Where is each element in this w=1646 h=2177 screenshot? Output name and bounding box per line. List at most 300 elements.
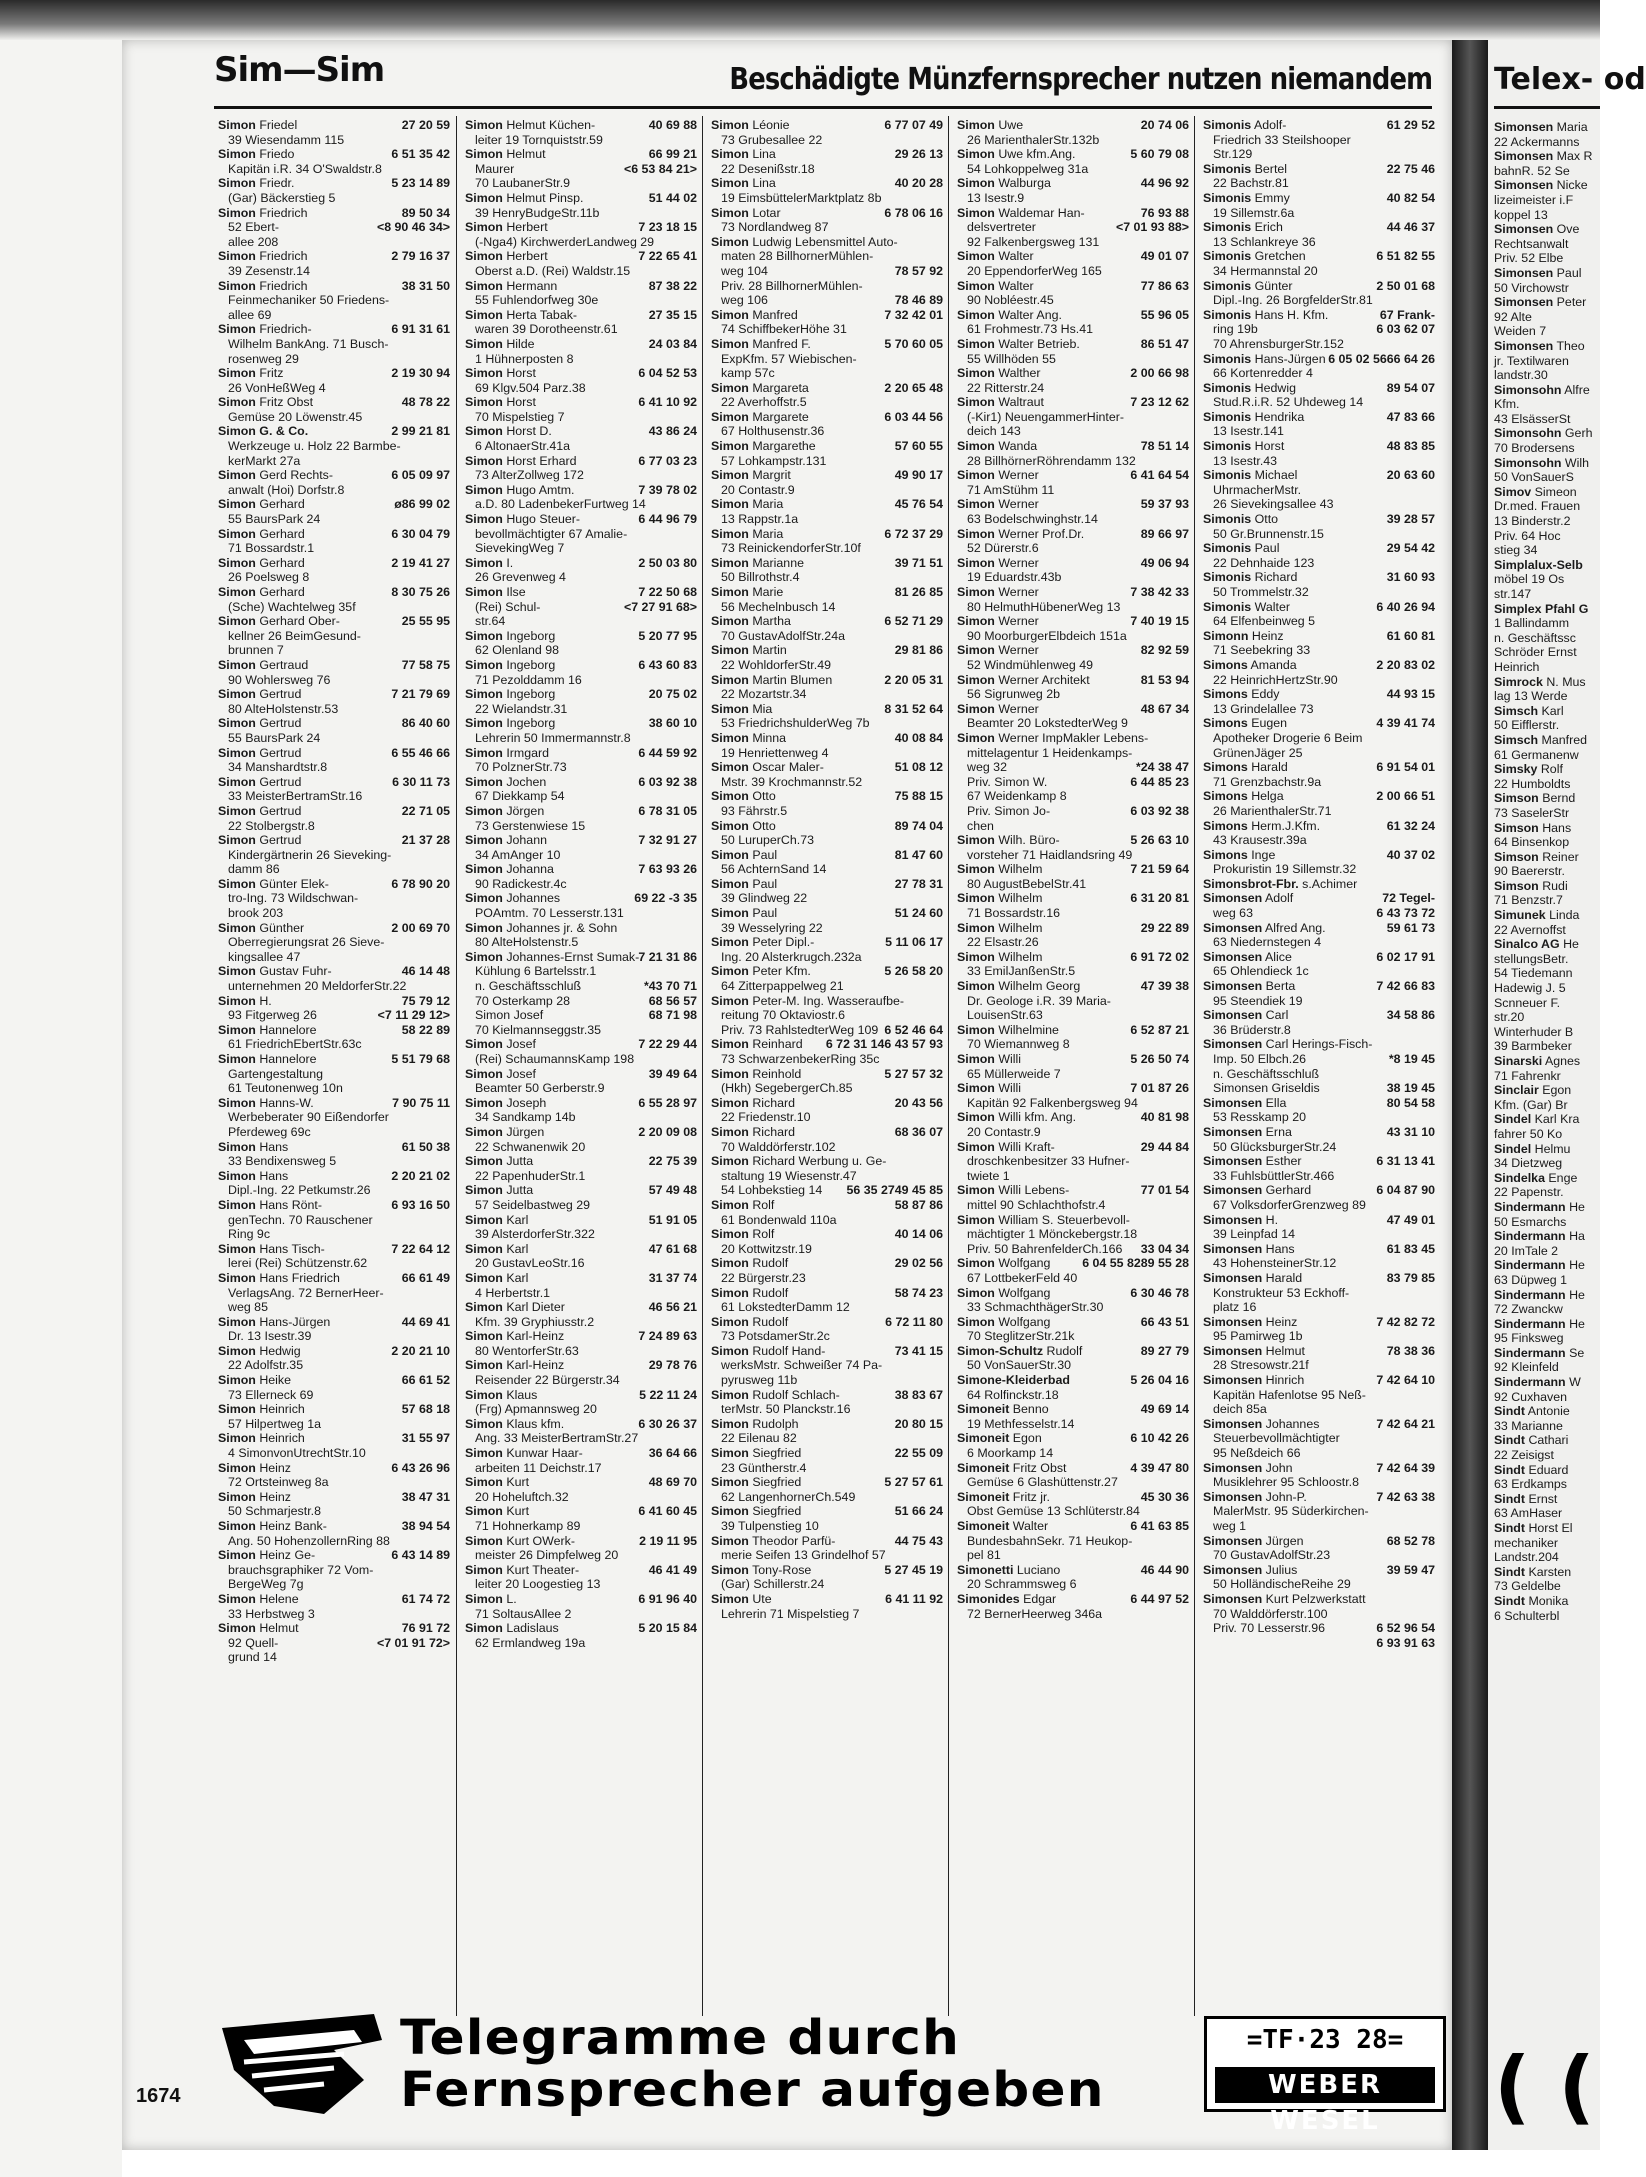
adjacent-entry [1494, 251, 1624, 266]
entry-surname: Simon [218, 774, 256, 789]
entry-details: 22 Elsastr.26 [967, 935, 1039, 950]
entry-details: Pferdeweg 69c [228, 1124, 311, 1139]
adjacent-entry [1494, 310, 1624, 325]
entry-phone-number: 2 19 11 95 [639, 1533, 697, 1548]
entry-details: Wilhelm Georg [998, 979, 1081, 994]
entry-details: anwalt (Hoi) Dorfstr.8 [228, 482, 345, 497]
entry-details: 72 Ortsteinweg 8a [228, 1475, 329, 1490]
entry-details: a.D. 80 LadenbekerFurtweg 14 [475, 497, 646, 512]
directory-entry [218, 235, 450, 250]
adjacent-entry-details: Scnneuer F. [1494, 995, 1561, 1010]
entry-phone-number: 5 27 45 19 [884, 1562, 943, 1577]
entry-details: Horst Erhard [506, 453, 577, 468]
entry-surname: Simon [711, 147, 749, 162]
directory-entry [957, 541, 1189, 556]
directory-entry [218, 964, 450, 979]
directory-entry [957, 1227, 1189, 1242]
directory-entry [218, 950, 450, 965]
entry-surname: Simon [957, 949, 995, 964]
entry-phone-number: 7 22 65 41 [638, 249, 697, 264]
entry-phone-number: 72 Tegel- [1382, 891, 1435, 906]
entry-details: Gerhard Ober- [259, 614, 340, 629]
entry-details: Kurt Pelzwerkstatt [1265, 1591, 1366, 1606]
entry-details: Helmut [506, 147, 546, 162]
directory-entry [957, 614, 1189, 629]
entry-details: 22 Wielandstr.31 [475, 701, 568, 716]
adjacent-entry-details: Karl Kra [1534, 1112, 1580, 1127]
directory-entry [957, 1475, 1189, 1490]
entry-details: 22 Averhoffstr.5 [721, 395, 807, 410]
entry-details: Rudolf [752, 1256, 789, 1271]
entry-surname: Simon [465, 1183, 503, 1198]
directory-entry [218, 833, 450, 848]
directory-entry [1203, 789, 1435, 804]
entry-details: 56 AchternSand 14 [721, 862, 827, 877]
entry-details: Ang. 50 HohenzollernRing 88 [228, 1533, 390, 1548]
entry-phone-number: 20 74 06 [1140, 118, 1189, 132]
entry-surname: Simon [218, 1022, 256, 1037]
directory-entry [1203, 833, 1435, 848]
directory-entry [957, 964, 1189, 979]
directory-entry [1203, 410, 1435, 425]
adjacent-entry [1494, 966, 1624, 981]
directory-entry [218, 716, 450, 731]
entry-details: tro-Ing. 73 Wildschwan- [228, 891, 359, 906]
adjacent-entry-surname: Simson [1494, 849, 1539, 864]
adjacent-entry-details: W [1569, 1375, 1581, 1390]
adjacent-entry-surname: Simonsen [1494, 295, 1554, 310]
directory-entry [218, 439, 450, 454]
adjacent-entry-details: Karsten [1528, 1564, 1572, 1579]
entry-details: Priv. 28 BillhornerMühlen- [721, 278, 863, 293]
adjacent-entry-surname: Sindel [1494, 1112, 1532, 1127]
entry-surname: Simonetti [957, 1562, 1014, 1577]
entry-surname: Simon [218, 1052, 256, 1066]
directory-entry [957, 1431, 1189, 1446]
entry-surname: Simon [711, 1591, 749, 1606]
column-entry-list [703, 116, 949, 1621]
entry-details: Johannes [1265, 1416, 1320, 1431]
entry-details: Siegfried [752, 1446, 802, 1461]
directory-entry [1203, 1534, 1435, 1549]
adjacent-entry-details: Cathari [1528, 1433, 1569, 1448]
entry-surname: Simonsen [1203, 891, 1263, 906]
directory-entry [957, 1140, 1189, 1155]
entry-surname: Simon [218, 1548, 256, 1563]
entry-surname: Simonis [1203, 161, 1252, 176]
entry-phone-number: *8 19 45 [1388, 1052, 1435, 1066]
directory-column-1 [210, 116, 456, 2016]
entry-details: Ella [1265, 1095, 1287, 1110]
entry-surname: Simon [957, 1022, 995, 1037]
entry-phone-number: 31 37 74 [648, 1270, 697, 1285]
entry-phone-number: 57 68 18 [401, 1402, 450, 1417]
entry-phone-number: 20 63 60 [1386, 468, 1435, 483]
adjacent-entry-details: 73 SaselerStr [1494, 805, 1570, 820]
entry-details: 67 Weidenkamp 8 [967, 789, 1067, 804]
directory-entry [1203, 147, 1435, 162]
entry-details: Jürgen [506, 1124, 545, 1139]
entry-details: Werner [998, 643, 1039, 658]
directory-entry [465, 789, 697, 804]
entry-details: Rudolf [1046, 1343, 1083, 1358]
directory-entry [1203, 1213, 1435, 1228]
directory-entry [218, 483, 450, 498]
directory-entry [1203, 439, 1435, 454]
entry-surname: Simoneit [957, 1431, 1010, 1446]
entry-details: 19 Sillemstr.6a [1213, 205, 1295, 220]
entry-surname: Simon [711, 526, 749, 541]
directory-entry [711, 176, 943, 191]
entry-details: Ang. 33 MeisterBertramStr.27 [475, 1431, 639, 1446]
advertisement-banner [214, 2010, 1454, 2136]
directory-entry [711, 877, 943, 892]
directory-entry [711, 1504, 943, 1519]
entry-details: 54 Lohkoppelweg 31a [967, 161, 1089, 176]
entry-details: 70 GustavAdolfStr.24a [721, 628, 845, 643]
entry-phone-number: 29 44 84 [1140, 1139, 1189, 1154]
entry-details: 33 SchmachthägerStr.30 [967, 1300, 1104, 1315]
directory-entry [218, 1213, 450, 1228]
entry-details: Kapitän 92 Falkenbergsweg 94 [967, 1095, 1138, 1110]
entry-details: Maurer [475, 161, 515, 176]
entry-phone-number: 44 69 41 [401, 1314, 450, 1329]
entry-details: 50 VonSauerStr.30 [967, 1358, 1072, 1373]
directory-entry [218, 337, 450, 352]
entry-surname: Simon [218, 1460, 256, 1475]
entry-details: Hannelore [259, 1022, 317, 1037]
entry-phone-number: 47 39 38 [1140, 979, 1189, 994]
directory-entry [218, 1358, 450, 1373]
entry-details: 26 VonHeßWeg 4 [228, 380, 326, 395]
entry-details: 62 Ermlandweg 19a [475, 1635, 586, 1650]
entry-details: 50 Trommelstr.32 [1213, 585, 1309, 599]
directory-entry [465, 381, 697, 396]
adjacent-entry-details: Max R [1556, 149, 1593, 164]
directory-entry [465, 206, 697, 221]
entry-phone-number: 6 44 97 52 [1130, 1591, 1189, 1606]
directory-entry [711, 497, 943, 512]
adjacent-page-header: Telex- od [1494, 62, 1646, 97]
entry-phone-number: 56 35 27 [846, 1183, 895, 1198]
directory-entry [1203, 658, 1435, 673]
entry-details: Helga [1251, 789, 1284, 804]
directory-entry [465, 1621, 697, 1636]
entry-phone-number: 6 03 92 38 [1130, 803, 1189, 818]
entry-details: 80 AlteHolstenstr.5 [475, 935, 579, 950]
directory-entry [1203, 1096, 1435, 1111]
entry-details: Gartengestaltung [228, 1066, 324, 1081]
adjacent-entry [1494, 806, 1624, 821]
adjacent-entry [1494, 733, 1624, 748]
directory-entry [957, 279, 1189, 294]
entry-details: Heinrich [259, 1402, 305, 1417]
adjacent-entry-surname: Sinarski [1494, 1054, 1543, 1068]
entry-phone-number: 47 61 68 [648, 1241, 697, 1256]
entry-surname: Simon [957, 468, 995, 483]
entry-details: 70 PolznerStr.73 [475, 760, 567, 775]
directory-entry [711, 1198, 943, 1213]
directory-entry [465, 1344, 697, 1359]
entry-surname: Simonides [957, 1591, 1020, 1606]
entry-details: Hilde [506, 336, 535, 351]
entry-details: Margrit [752, 468, 791, 483]
entry-details: Gertrud [259, 716, 302, 731]
directory-entry [218, 1636, 450, 1651]
entry-phone-number: 29 81 86 [894, 643, 943, 658]
entry-details: Esther [1265, 1154, 1302, 1169]
entry-details: 52 Ebert- [228, 220, 279, 235]
directory-entry [465, 673, 697, 688]
directory-entry [218, 1402, 450, 1417]
entry-phone-number: 7 23 18 15 [638, 220, 697, 235]
entry-details: Uwe kfm.Ang. [998, 147, 1076, 162]
directory-entry [1203, 716, 1435, 731]
entry-phone-number: 6 40 26 94 [1376, 599, 1435, 614]
adjacent-entry [1494, 499, 1624, 514]
entry-details: John-P. [1265, 1489, 1307, 1504]
entry-surname: Simon [711, 234, 749, 249]
entry-surname: Simon [218, 1519, 256, 1533]
entry-surname: Simon [465, 891, 503, 906]
directory-entry [218, 1110, 450, 1125]
entry-surname: Simon [957, 147, 995, 162]
directory-entry [957, 1519, 1189, 1534]
directory-entry [218, 206, 450, 221]
entry-surname: Simon [218, 1168, 256, 1183]
entry-details: Heinz [1265, 1314, 1298, 1329]
directory-entry [957, 162, 1189, 177]
entry-surname: Simon [218, 1431, 256, 1446]
entry-details: pel 81 [967, 1548, 1001, 1563]
entry-surname: Simon [711, 1533, 749, 1548]
entry-details: 80 AugustBebelStr.41 [967, 876, 1087, 891]
directory-entry [711, 1271, 943, 1286]
directory-entry [711, 1169, 943, 1184]
directory-entry [1203, 1242, 1435, 1257]
directory-entry [218, 1271, 450, 1286]
directory-entry [957, 352, 1189, 367]
entry-details: Herbert [506, 249, 548, 264]
entry-phone-number: 6 91 72 02 [1130, 949, 1189, 964]
entry-phone-number: 22 75 39 [648, 1154, 697, 1169]
entry-surname: Simoneit [957, 1402, 1010, 1417]
directory-entry [465, 497, 697, 512]
entry-phone-number: 51 08 12 [894, 760, 943, 775]
directory-entry [218, 643, 450, 658]
directory-entry [957, 1052, 1189, 1067]
entry-phone-number: 6 30 46 78 [1130, 1285, 1189, 1300]
directory-entry [218, 1519, 450, 1534]
entry-surname: Simon [957, 701, 995, 716]
entry-surname: Simonis [1203, 512, 1252, 527]
entry-phone-number: 7 42 64 10 [1376, 1373, 1435, 1388]
header-rule [214, 106, 1432, 109]
adjacent-entry [1494, 1171, 1624, 1186]
entry-surname: Simon [711, 672, 749, 687]
entry-details: Hanns-W. [259, 1095, 314, 1110]
entry-details: Gerd Rechts- [259, 468, 334, 483]
entry-surname: Simonsen [1203, 1533, 1263, 1548]
directory-entry [711, 629, 943, 644]
entry-details: Fritz Obst [259, 395, 314, 410]
entry-details: Karl Dieter [506, 1300, 565, 1315]
adjacent-entry-details: 73 Geldelbe [1494, 1579, 1561, 1594]
directory-entry [1203, 570, 1435, 585]
directory-entry [465, 964, 697, 979]
entry-details: 19 EimsbüttelerMarktplatz 8b [721, 190, 882, 205]
directory-entry [957, 1110, 1189, 1125]
adjacent-entry-details: Priv. 52 Elbe [1494, 251, 1564, 266]
entry-phone-number: 6 31 13 41 [1376, 1154, 1435, 1169]
entry-details: Friedel [259, 118, 298, 132]
ad-headline: Telegramme durch [400, 2010, 960, 2066]
entry-surname: Simons [1203, 657, 1248, 672]
directory-entry [465, 1096, 697, 1111]
entry-details: Mia [752, 701, 773, 716]
directory-entry [711, 424, 943, 439]
entry-details: Ludwig Lebensmittel Auto- [752, 234, 898, 249]
entry-phone-number: 5 22 11 24 [639, 1387, 697, 1402]
directory-entry [711, 848, 943, 863]
entry-surname: Simon [957, 118, 995, 132]
adjacent-entry-surname: Simonsen [1494, 265, 1554, 280]
directory-entry [711, 162, 943, 177]
adjacent-entry-details: 22 Zeisigst [1494, 1448, 1554, 1463]
directory-entry [465, 1256, 697, 1271]
directory-entry [957, 497, 1189, 512]
entry-phone-number: 7 90 75 11 [392, 1095, 450, 1110]
adjacent-entry [1494, 1433, 1624, 1448]
entry-surname: Simon [465, 687, 503, 702]
directory-entry [465, 1213, 697, 1228]
directory-entry [218, 877, 450, 892]
entry-surname: Simon [957, 439, 995, 454]
directory-entry [711, 1125, 943, 1140]
entry-details: Johanna [506, 862, 554, 877]
directory-entry [218, 264, 450, 279]
directory-entry [1203, 1592, 1435, 1607]
entry-surname: Simonsbrot-Fbr. [1203, 876, 1299, 891]
entry-phone-number: 58 87 86 [894, 1197, 943, 1212]
entry-details: 22 Bachstr.81 [1213, 176, 1289, 191]
directory-entry [218, 1431, 450, 1446]
entry-details: 20 Hoheluftch.32 [475, 1489, 569, 1504]
entry-details: Horst [506, 395, 536, 410]
entry-surname: Simon [465, 147, 503, 162]
directory-entry [711, 789, 943, 804]
directory-entry [957, 891, 1189, 906]
entry-surname: Simon [218, 147, 256, 162]
entry-surname: Simon [465, 862, 503, 877]
entry-details: 92 Quell- [228, 1635, 279, 1650]
directory-entry [1203, 1037, 1435, 1052]
entry-details: 67 LottbekerFeld 40 [967, 1270, 1078, 1285]
directory-entry [465, 1198, 697, 1213]
entry-phone-number: 57 49 48 [648, 1183, 697, 1198]
entry-details: Hans-Jürgen [1254, 351, 1326, 366]
entry-phone-number: 5 26 50 74 [1130, 1052, 1189, 1066]
entry-details: 63 Niedernstegen 4 [1213, 935, 1322, 950]
entry-phone-number: 6 77 07 49 [884, 118, 943, 132]
entry-surname: Simon [711, 1475, 749, 1490]
entry-phone-number: 2 20 21 10 [391, 1343, 450, 1358]
entry-phone-number: 6 30 26 37 [638, 1416, 697, 1431]
entry-details: Stud.R.i.R. 52 Uhdeweg 14 [1213, 395, 1364, 410]
entry-phone-number: 7 22 29 44 [638, 1037, 697, 1052]
entry-details: Friedr. [259, 176, 295, 191]
directory-entry [218, 1621, 450, 1636]
entry-details: mittel 90 Schlachthofstr.4 [967, 1197, 1106, 1212]
adjacent-entry-details: 92 Cuxhaven [1494, 1389, 1568, 1404]
entry-details: 20 Kottwitzstr.19 [721, 1241, 812, 1256]
entry-surname: Simon [957, 1212, 995, 1227]
entry-details: (Hkh) SegebergerCh.85 [721, 1081, 853, 1096]
adjacent-entry-details: 6 Schulterbl [1494, 1608, 1560, 1623]
entry-surname: Simon [465, 1358, 503, 1373]
directory-entry [711, 352, 943, 367]
entry-details: Wilhelm [998, 862, 1043, 877]
entry-details: Kapitän i.R. 34 O'Swaldstr.8 [228, 161, 382, 176]
entry-details: 57 Lohkampstr.131 [721, 453, 827, 468]
directory-entry [711, 702, 943, 717]
entry-details: 22 Friedenstr.10 [721, 1110, 811, 1125]
directory-entry [711, 1490, 943, 1505]
directory-entry [465, 118, 697, 133]
entry-details: 34 Hermannstal 20 [1213, 263, 1318, 278]
adjacent-entry-details: Hans [1542, 820, 1572, 835]
entry-details: 65 Müllerweide 7 [967, 1066, 1061, 1081]
entry-surname: Simonsen [1203, 949, 1263, 964]
directory-entry [711, 819, 943, 834]
entry-surname: Simon [711, 614, 749, 629]
adjacent-entry [1494, 660, 1624, 675]
entry-phone-number: 6 44 96 79 [638, 512, 697, 527]
directory-entry [711, 1592, 943, 1607]
adjacent-entry [1494, 514, 1624, 529]
entry-details: 71 Hohnerkamp 89 [475, 1519, 581, 1533]
adjacent-entry-surname: Sindt [1494, 1521, 1525, 1535]
entry-phone-number: 78 51 14 [1140, 439, 1189, 454]
entry-details: Werner [998, 701, 1039, 716]
directory-entry [957, 1358, 1189, 1373]
entry-surname: Simon [711, 307, 749, 322]
adjacent-entry-details: Maria [1556, 120, 1588, 134]
entry-details: Werner [998, 555, 1039, 570]
directory-entry [218, 1052, 450, 1067]
directory-entry [1203, 512, 1435, 527]
entry-phone-number: 77 86 63 [1140, 278, 1189, 293]
entry-details: Hans H. Kfm. [1254, 307, 1329, 322]
directory-entry [957, 760, 1189, 775]
entry-phone-number: 2 00 69 70 [391, 920, 450, 935]
entry-surname: Simon G. & Co. [218, 424, 309, 439]
entry-phone-number: 51 44 02 [648, 190, 697, 205]
entry-details: Feinmechaniker 50 Friedens- [228, 293, 390, 308]
entry-phone-number: 29 22 89 [1140, 920, 1189, 935]
adjacent-entry [1494, 558, 1624, 573]
adjacent-entry-details: 90 Baererstr. [1494, 864, 1565, 879]
directory-entry [218, 497, 450, 512]
entry-surname: Simon [711, 1387, 749, 1402]
entry-surname: Simon [465, 424, 503, 439]
entry-details: 61 Frohmestr.73 Hs.41 [967, 322, 1094, 337]
entry-phone-number: 6 72 11 80 [885, 1314, 943, 1329]
entry-details: 61 Bondenwald 110a [721, 1212, 837, 1227]
directory-entry [1203, 1417, 1435, 1432]
directory-entry [957, 133, 1189, 148]
entry-surname: Simon [711, 336, 749, 351]
